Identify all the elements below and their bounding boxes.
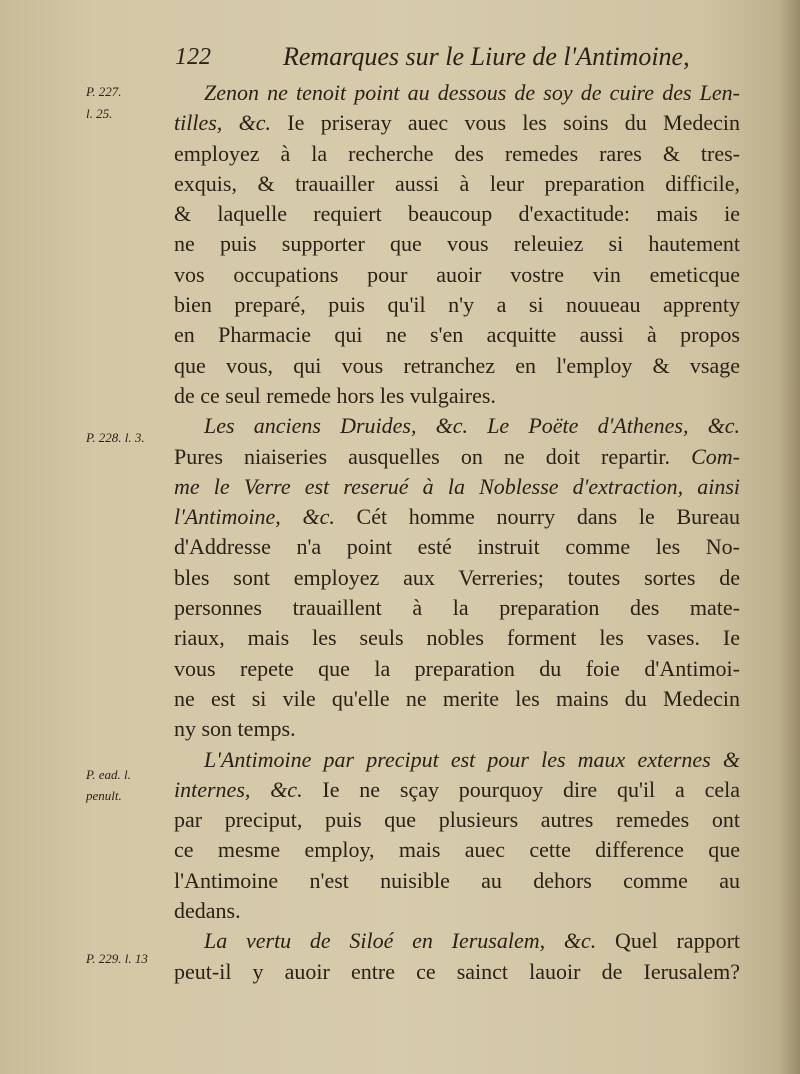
text-line: [174, 775, 740, 805]
text-line: [174, 199, 740, 229]
text-line: [174, 654, 740, 684]
text-segment: employez à la recherche des remedes rares & tres-: [174, 140, 740, 166]
text-segment: Pures niaiseries ausquelles on ne doit repartir.: [174, 443, 692, 469]
text-segment: Ie priseray auec vous les soins du Medecin: [270, 110, 740, 136]
text-segment: de ce seul remede hors les vulgaires.: [174, 382, 496, 408]
text-segment: me le Verre est reserué à la Noblesse d'extraction, ainsi: [174, 473, 740, 499]
text-line: [174, 684, 740, 714]
text-line: [174, 351, 740, 381]
text-segment: Cét homme nourry dans le Bureau: [334, 504, 740, 530]
text-line: [174, 835, 740, 865]
text-line: [174, 502, 740, 532]
text-line: [174, 442, 740, 472]
text-segment: Quel rapport: [596, 928, 740, 954]
text-line: [174, 805, 740, 835]
margin-note: P. ead. l.: [86, 767, 131, 782]
margin-note: P. 228. l. 3.: [86, 430, 145, 445]
text-segment: Ie ne sçay pourquoy dire qu'il a cela: [302, 776, 740, 802]
text-line: [174, 411, 740, 441]
text-segment: L'Antimoine par preciput est pour les maux externes &: [204, 746, 740, 772]
text-segment: d'Addresse n'a point esté instruit comme les No-: [174, 534, 740, 560]
text-line: [174, 745, 740, 775]
text-segment: vous repete que la preparation du foie d'Antimoi-: [174, 655, 740, 681]
text-segment: par preciput, puis que plusieurs autres remedes ont: [174, 807, 740, 833]
text-segment: l'Antimoine, &c.: [174, 504, 335, 530]
margin-note: P. 229. l. 13: [86, 951, 148, 966]
text-segment: vos occupations pour auoir vostre vin emeticque: [174, 261, 740, 287]
text-segment: en Pharmacie qui ne s'en acquitte aussi à propos: [174, 322, 740, 348]
text-line: [174, 78, 740, 108]
page-header: [175, 40, 735, 76]
page-number: 122: [175, 44, 211, 70]
body-text: [174, 78, 740, 987]
text-line: [174, 623, 740, 653]
text-line: [174, 290, 740, 320]
text-segment: ne puis supporter que vous releuiez si hautement: [174, 231, 740, 257]
text-segment: exquis, & trauailler aussi à leur preparation difficile,: [174, 170, 740, 196]
text-segment: bien preparé, puis qu'il n'y a si nouueau apprenty: [174, 292, 740, 318]
margin-note: P. 227.: [86, 84, 122, 99]
text-line: [174, 714, 740, 744]
text-line: [174, 957, 740, 987]
text-segment: ny son temps.: [174, 716, 296, 742]
text-segment: La vertu de Siloé en Ierusalem, &c.: [204, 928, 597, 954]
text-segment: & laquelle requiert beaucoup d'exactitude: mais ie: [174, 201, 740, 227]
text-segment: que vous, qui vous retranchez en l'employ & vsage: [174, 352, 740, 378]
text-line: [174, 229, 740, 259]
text-segment: personnes trauaillent à la preparation des mate-: [174, 595, 740, 621]
text-line: [174, 472, 740, 502]
text-line: [174, 139, 740, 169]
text-segment: internes, &c.: [174, 776, 303, 802]
text-segment: tilles, &c.: [174, 110, 271, 136]
text-line: [174, 593, 740, 623]
text-line: [174, 381, 740, 411]
text-segment: bles sont employez aux Verreries; toutes sortes de: [174, 564, 740, 590]
text-segment: dedans.: [174, 898, 241, 924]
text-line: [174, 563, 740, 593]
text-line: [174, 866, 740, 896]
text-line: [174, 896, 740, 926]
margin-note: l. 25.: [86, 106, 113, 121]
page-edge-shadow: [778, 0, 800, 1074]
text-segment: ce mesme employ, mais auec cette difference que: [174, 837, 740, 863]
text-segment: ne est si vile qu'elle ne merite les mains du Medecin: [174, 685, 740, 711]
text-segment: Com-: [691, 443, 740, 469]
text-line: [174, 320, 740, 350]
text-line: [174, 108, 740, 138]
text-segment: peut-il y auoir entre ce sainct lauoir de Ierusalem?: [174, 958, 740, 984]
text-segment: Zenon ne tenoit point au dessous de soy de cuire des Len-: [204, 80, 740, 105]
text-segment: Les anciens Druides, &c. Le Poëte d'Athenes, &c.: [204, 413, 740, 439]
text-line: [174, 169, 740, 199]
text-segment: riaux, mais les seuls nobles forment les vases. Ie: [174, 625, 740, 651]
text-line: [174, 260, 740, 290]
margin-note: penult.: [86, 788, 122, 803]
text-line: [174, 532, 740, 562]
running-head: Remarques sur le Liure de l'Antimoine,: [283, 42, 690, 71]
text-segment: l'Antimoine n'est nuisible au dehors comme au: [174, 867, 740, 893]
text-line: [174, 926, 740, 956]
